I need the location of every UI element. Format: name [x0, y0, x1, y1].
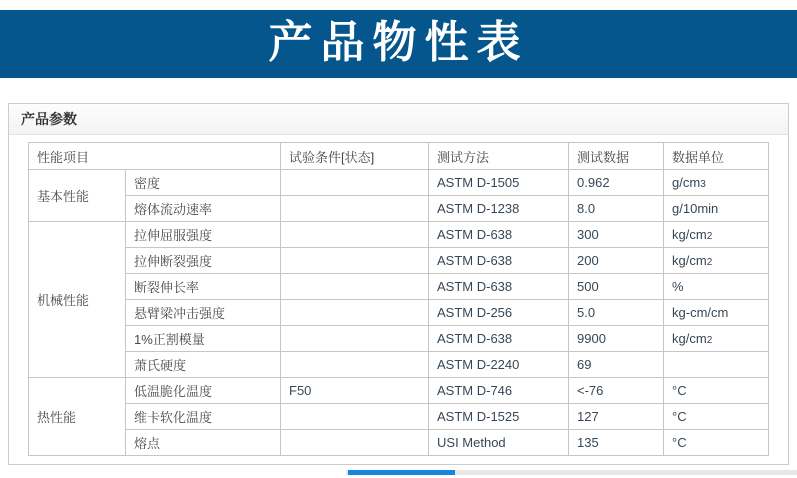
table-row: [29, 274, 769, 300]
value-cell: 135: [569, 430, 664, 456]
unit-cell: kg/cm2: [664, 248, 769, 274]
table-row: [29, 248, 769, 274]
value-cell: 8.0: [569, 196, 664, 222]
group-cell-basic: 基本性能: [29, 170, 126, 222]
property-cell: 断裂伸长率: [126, 274, 281, 300]
value-cell: 0.962: [569, 170, 664, 196]
panel-header: [9, 104, 788, 135]
method-cell: ASTM D-256: [429, 300, 569, 326]
value-cell: 9900: [569, 326, 664, 352]
table-container: [9, 135, 788, 456]
table-row: [29, 326, 769, 352]
table-row: [29, 378, 769, 404]
col-header-unit: 数据单位: [664, 143, 769, 170]
value-cell: 500: [569, 274, 664, 300]
unit-cell: g/cm3: [664, 170, 769, 196]
method-cell: ASTM D-746: [429, 378, 569, 404]
property-cell: 维卡软化温度: [126, 404, 281, 430]
product-params-panel: [8, 103, 789, 465]
unit-cell: [664, 352, 769, 378]
method-cell: ASTM D-638: [429, 326, 569, 352]
table-row: [29, 430, 769, 456]
property-cell: 低温脆化温度: [126, 378, 281, 404]
bottom-scrollbar-thumb[interactable]: [348, 470, 455, 475]
unit-cell: kg/cm2: [664, 222, 769, 248]
col-header-item: 性能项目: [29, 143, 281, 170]
condition-cell: [281, 196, 429, 222]
condition-cell: [281, 326, 429, 352]
page-banner: [0, 10, 797, 78]
method-cell: USI Method: [429, 430, 569, 456]
table-header-row: [29, 143, 769, 170]
unit-cell: kg/cm2: [664, 326, 769, 352]
property-cell: 悬臂梁冲击强度: [126, 300, 281, 326]
unit-cell: g/10min: [664, 196, 769, 222]
property-cell: 1%正割模量: [126, 326, 281, 352]
property-cell: 熔点: [126, 430, 281, 456]
table-row: [29, 170, 769, 196]
property-cell: 拉伸屈服强度: [126, 222, 281, 248]
condition-cell: [281, 352, 429, 378]
condition-cell: F50: [281, 378, 429, 404]
unit-cell: °C: [664, 404, 769, 430]
group-cell-mechanical: 机械性能: [29, 222, 126, 378]
bottom-scrollbar-track[interactable]: [346, 470, 797, 475]
method-cell: ASTM D-2240: [429, 352, 569, 378]
col-header-data: 测试数据: [569, 143, 664, 170]
unit-cell: °C: [664, 378, 769, 404]
condition-cell: [281, 170, 429, 196]
value-cell: <-76: [569, 378, 664, 404]
condition-cell: [281, 430, 429, 456]
col-header-method: 测试方法: [429, 143, 569, 170]
value-cell: 300: [569, 222, 664, 248]
col-header-condition: 试验条件[状态]: [281, 143, 429, 170]
method-cell: ASTM D-1525: [429, 404, 569, 430]
method-cell: ASTM D-638: [429, 274, 569, 300]
table-row: [29, 352, 769, 378]
property-cell: 萧氏硬度: [126, 352, 281, 378]
property-cell: 拉伸断裂强度: [126, 248, 281, 274]
condition-cell: [281, 404, 429, 430]
unit-cell: %: [664, 274, 769, 300]
condition-cell: [281, 248, 429, 274]
value-cell: 127: [569, 404, 664, 430]
condition-cell: [281, 274, 429, 300]
method-cell: ASTM D-1505: [429, 170, 569, 196]
properties-table: [28, 142, 769, 456]
property-cell: 熔体流动速率: [126, 196, 281, 222]
group-cell-thermal: 热性能: [29, 378, 126, 456]
method-cell: ASTM D-638: [429, 222, 569, 248]
unit-cell: °C: [664, 430, 769, 456]
condition-cell: [281, 300, 429, 326]
value-cell: 5.0: [569, 300, 664, 326]
table-row: [29, 404, 769, 430]
condition-cell: [281, 222, 429, 248]
table-row: [29, 300, 769, 326]
table-row: [29, 196, 769, 222]
unit-cell: kg-cm/cm: [664, 300, 769, 326]
value-cell: 69: [569, 352, 664, 378]
page-title: 产品物性表: [268, 17, 529, 68]
table-row: [29, 222, 769, 248]
method-cell: ASTM D-1238: [429, 196, 569, 222]
value-cell: 200: [569, 248, 664, 274]
property-cell: 密度: [126, 170, 281, 196]
method-cell: ASTM D-638: [429, 248, 569, 274]
panel-title: 产品参数: [21, 111, 77, 127]
